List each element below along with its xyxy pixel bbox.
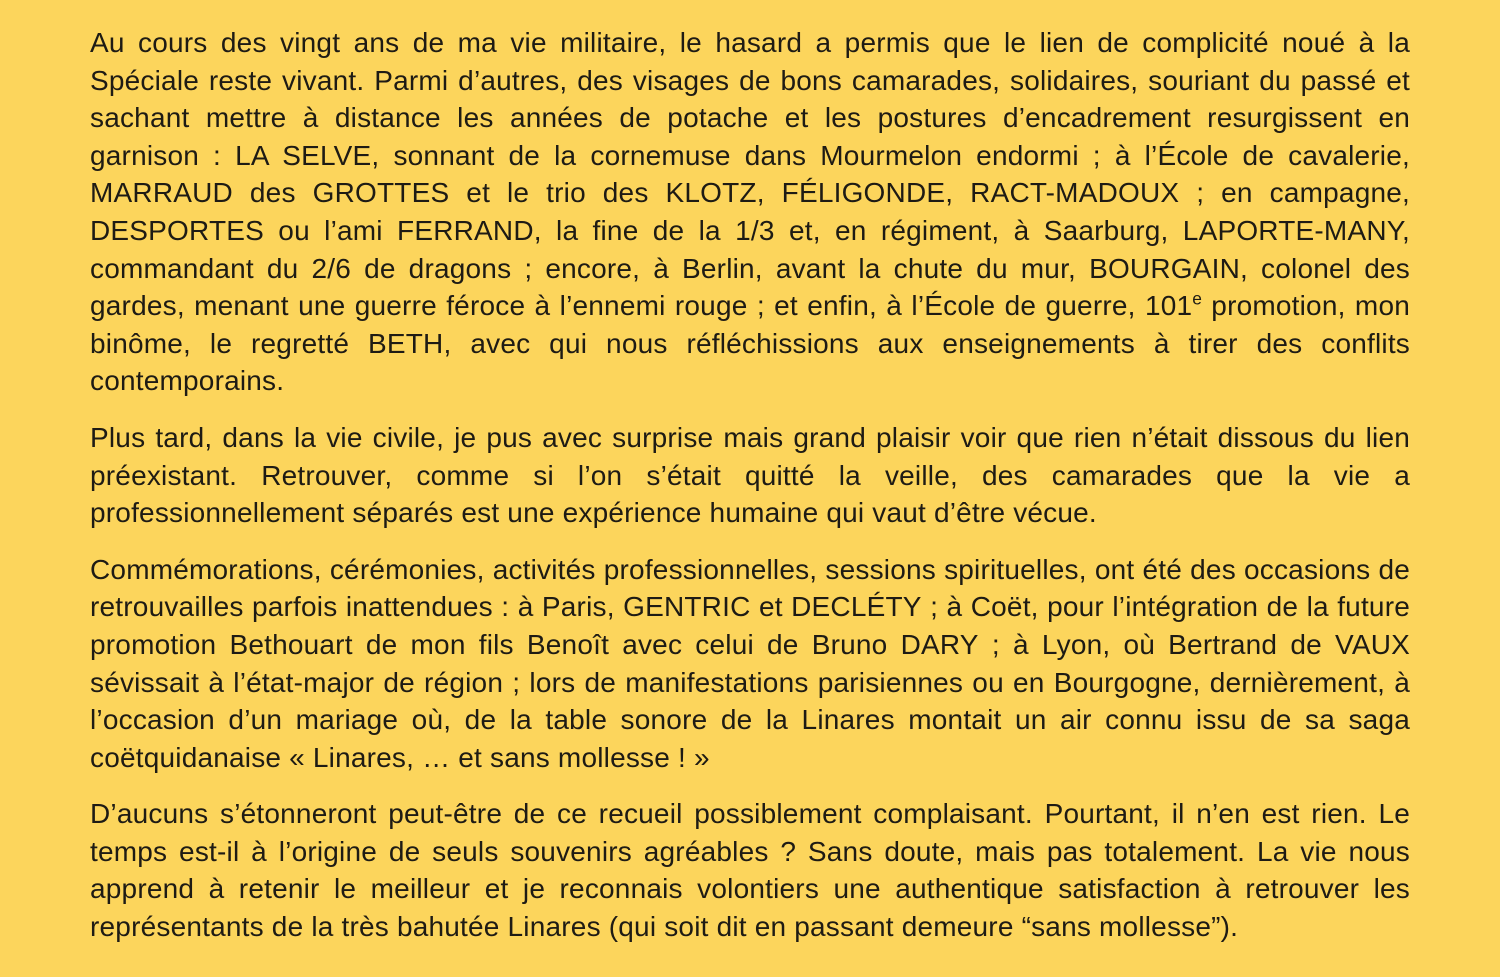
paragraph-1-superscript-e: e <box>1192 288 1202 309</box>
paragraph-2: Plus tard, dans la vie civile, je pus avec surprise mais grand plaisir voir que rien n’était dissous du lien préexistant. Retrouver, comme si l’on s’était quitté la veille, des camarades que la vie a professionnellement séparés est une expérience humaine qui vaut d’être vécue. <box>90 421 1410 529</box>
paragraph-4: D’aucuns s’étonneront peut-être de ce recueil possiblement complaisant. Pourtant, il n’en est rien. Le temps est-il à l’origine de seuls souvenirs agréables ? Sans doute, mais pas totalement. La vie nous apprend à retenir le meilleur et je reconnais volontiers une authentique satisfaction à retrouver les représentants de la très bahutée Linares (qui soit dit en passant demeure “sans mollesse”). <box>90 798 1410 943</box>
paragraph-1-text-after-superscript: promotion, mon binôme, le regretté BETH, avec qui nous réfléchissions aux enseignements à tirer des conflits contemporains. <box>90 290 1410 397</box>
paragraph-3: Commémorations, cérémonies, activités professionnelles, sessions spirituelles, ont été des occasions de retrouvailles parfois inattendues : à Paris, GENTRIC et DECLÉTY ; à Coët, pour l’intégration de la future promotion Bethouart de mon fils Benoît avec celui de Bruno DARY ; à Lyon, où Bertrand de VAUX sévissait à l’état-major de région ; lors de manifestations parisiennes ou en Bourgogne, dernièrement, à l’occasion d’un mariage où, de la table sonore de la Linares montait un air connu issu de sa saga coëtquidanaise « Linares, … et sans mollesse ! » <box>90 553 1410 773</box>
paragraph-1 <box>90 24 1410 400</box>
paragraph-1-text-before-superscript: Au cours des vingt ans de ma vie militaire, le hasard a permis que le lien de complicité noué à la Spéciale reste vivant. Parmi d’autres, des visages de bons camarades, solidaires, souriant du passé et sachant mettre à distance les années de potache et les postures d’encadrement resurgissent en garnison : LA SELVE, sonnant de la cornemuse dans Mourmelon endormi ; à l’École de cavalerie, MARRAUD des GROTTES et le trio des KLOTZ, FÉLIGONDE, RACT-MADOUX ; en campagne, DESPORTES ou l’ami FERRAND, la fine de la 1/3 et, en régiment, à Saarburg, LAPORTE-MANY, commandant du 2/6 de dragons ; encore, à Berlin, avant la chute du mur, BOURGAIN, colonel des gardes, menant une guerre féroce à l’ennemi rouge ; et enfin, à l’École de guerre, 101 <box>90 27 1410 322</box>
